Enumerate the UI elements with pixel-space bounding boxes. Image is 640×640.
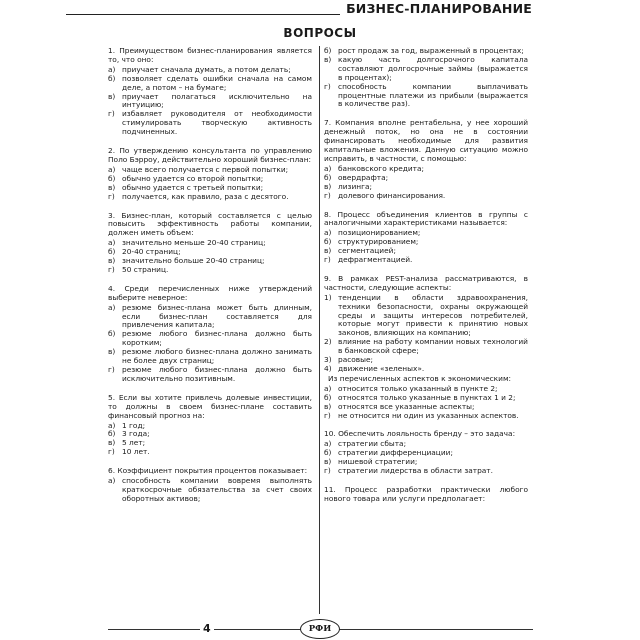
question-text: 3. Бизнес-план, который составляется с целью повысить эффективность работы компании, должен иметь объем: — [108, 210, 312, 238]
question-text: 8. Процесс объединения клиентов в группы с аналогичными характеристиками называется: — [324, 209, 528, 228]
option-text: относятся только указанные в пунктах 1 и 2; — [338, 392, 516, 402]
question-block — [324, 47, 528, 109]
option-marker: г) — [108, 264, 115, 274]
question-text: 11. Процесс разработки практически любого нового товара или услуги предполагает: — [324, 484, 528, 503]
option-marker: г) — [324, 255, 331, 265]
option-text: избавляет руководителя от необходимости стимулировать творческую активность подчиненных. — [122, 109, 312, 137]
option-marker: а) — [108, 302, 116, 312]
answer-option — [324, 412, 528, 421]
option-text: структурированием; — [338, 237, 419, 247]
option-text: резюме любого бизнес-плана должно занимать не более двух страниц; — [122, 347, 312, 366]
option-marker: в) — [108, 438, 116, 448]
option-text: сегментацией; — [338, 246, 396, 256]
option-text: приучает сначала думать, а потом делать; — [122, 64, 291, 74]
option-marker: г) — [108, 191, 115, 201]
question-block — [108, 285, 312, 384]
option-text: стратегии лидерства в области затрат. — [338, 466, 493, 476]
option-marker: б) — [324, 237, 332, 247]
option-marker: 3) — [324, 355, 332, 365]
option-marker: в) — [324, 457, 332, 467]
option-text: 10 лет. — [122, 447, 150, 457]
question-block — [324, 430, 528, 476]
question-text: 2. По утверждению консультанта по управлению Поло Бэрроу, действительно хороший бизнес-план: — [108, 146, 312, 164]
option-text: 3 года; — [122, 429, 150, 439]
question-text: 1. Преимуществом бизнес-планирования является то, что оно: — [108, 46, 312, 64]
answer-option — [324, 192, 528, 201]
option-marker: а) — [324, 439, 332, 449]
option-text: способность компании выплачивать процентные платежи из прибыли (выражается в количестве раз). — [338, 81, 528, 109]
option-text: тенденции в области здравоохранения, техники безопасности, охраны окружающей среды и защиты интересов потребителей, которые могут привести к принятию новых законов, влияющих на компанию; — [338, 292, 528, 338]
option-text: обычно удается с третьей попытки; — [122, 182, 264, 192]
option-text: 5 лет; — [122, 438, 146, 448]
column-divider — [319, 46, 320, 614]
option-marker: б) — [324, 46, 332, 55]
option-marker: в) — [324, 246, 332, 256]
question-text: 7. Компания вполне рентабельна, у нее хороший денежный поток, но она не в состоянии финансировать необходимые для развития капитальные вложения. Данную ситуацию можно исправить, в частности, с помощью: — [324, 118, 528, 163]
option-marker: а) — [108, 64, 116, 74]
answer-option — [108, 93, 312, 111]
option-text: банковского кредита; — [338, 163, 425, 173]
question-block — [108, 147, 312, 201]
option-marker: а) — [324, 163, 332, 173]
option-text: получается, как правило, раза с десятого. — [122, 191, 289, 201]
answer-option — [108, 266, 312, 275]
question-text: 5. Если вы хотите привлечь долевые инвестиции, то должны в своем бизнес-плане составить финансовый прогноз на: — [108, 392, 312, 420]
option-text: дефрагментацией. — [338, 255, 413, 265]
option-marker: г) — [108, 365, 115, 374]
option-marker: в) — [324, 54, 332, 64]
option-marker: а) — [108, 420, 116, 430]
question-text: 4. Среди перечисленных ниже утверждений выберите неверное: — [108, 283, 312, 302]
option-text: относится только указанный в пункте 2; — [338, 383, 498, 393]
question-text: 10. Обеспечить лояльность бренду – это задача: — [324, 429, 516, 439]
option-text: относятся все указанные аспекты; — [338, 401, 475, 411]
answer-option — [324, 467, 528, 476]
answer-option — [324, 256, 528, 265]
answer-option — [324, 338, 528, 356]
answer-option — [108, 75, 312, 93]
option-marker: в) — [324, 401, 332, 411]
option-marker: б) — [108, 73, 116, 83]
option-text: влияние на работу компании новых технологий в банковской сфере; — [338, 337, 528, 356]
option-marker: г) — [108, 447, 115, 457]
option-marker: 1) — [324, 292, 332, 302]
option-text: 50 страниц. — [122, 264, 169, 274]
option-marker: в) — [324, 181, 332, 191]
option-marker: 2) — [324, 337, 332, 347]
option-marker: г) — [108, 109, 115, 119]
running-header: БИЗНЕС-ПЛАНИРОВАНИЕ — [340, 1, 532, 16]
option-text: способность компании вовремя выполнять краткосрочные обязательства за счет своих оборотных активов; — [122, 476, 312, 503]
answer-option — [108, 193, 312, 202]
option-text: расовые; — [338, 355, 374, 365]
option-text: резюме любого бизнес-плана должно быть коротким; — [122, 329, 312, 348]
question-block — [108, 467, 312, 504]
publisher-logo: РФИ — [300, 619, 340, 639]
option-marker: б) — [108, 173, 116, 183]
option-marker: г) — [324, 81, 331, 91]
question-block — [324, 119, 528, 200]
option-marker: в) — [108, 91, 116, 101]
option-marker: б) — [324, 392, 332, 402]
option-marker: г) — [324, 190, 331, 200]
section-title: ВОПРОСЫ — [283, 26, 357, 40]
option-marker: в) — [108, 182, 116, 192]
right-column — [324, 47, 528, 514]
option-text: стратегии сбыта; — [338, 439, 407, 449]
question-block — [108, 47, 312, 137]
answer-option — [108, 348, 312, 366]
option-marker: а) — [108, 476, 116, 486]
option-text: позволяет сделать ошибки сначала на самом деле, а потом – на бумаге; — [122, 73, 312, 92]
answer-option — [108, 366, 312, 384]
question-block — [324, 275, 528, 421]
option-text: резюме любого бизнес-плана должно быть исключительно позитивным. — [122, 365, 312, 383]
option-marker: а) — [324, 383, 332, 393]
option-text: значительно больше 20-40 страниц; — [122, 256, 265, 266]
option-text: движение «зеленых». — [338, 364, 425, 373]
question-block — [324, 486, 528, 504]
option-marker: г) — [324, 466, 331, 476]
answer-option — [324, 56, 528, 83]
answer-option — [108, 477, 312, 504]
option-marker: б) — [324, 448, 332, 458]
option-text: какую часть долгосрочного капитала составляют долгосрочные займы (выражается в процентах); — [338, 54, 528, 82]
answer-option — [108, 330, 312, 348]
option-text: значительно меньше 20-40 страниц; — [122, 238, 266, 248]
option-text: приучает полагаться исключительно на интуицию; — [122, 91, 312, 110]
answer-option — [108, 448, 312, 457]
option-marker: 4) — [324, 364, 332, 373]
option-marker: б) — [108, 247, 116, 257]
option-marker: а) — [108, 164, 116, 174]
option-text: 1 год; — [122, 420, 146, 430]
option-text: лизинга; — [338, 181, 372, 191]
option-text: 20-40 страниц; — [122, 247, 181, 257]
page-number: 4 — [200, 622, 214, 635]
question-block — [324, 211, 528, 265]
option-marker: в) — [108, 347, 116, 357]
question-block — [108, 394, 312, 457]
answer-option — [108, 110, 312, 137]
question-block — [108, 212, 312, 275]
option-marker: б) — [324, 172, 332, 182]
option-text: не относится ни один из указанных аспектов. — [338, 410, 519, 420]
answer-option — [324, 294, 528, 339]
left-column — [108, 47, 312, 514]
question-subtext: Из перечисленных аспектов к экономическим: — [328, 373, 512, 383]
answer-option — [324, 83, 528, 110]
answer-option — [324, 365, 528, 374]
option-marker: б) — [108, 329, 116, 339]
answer-option — [108, 304, 312, 331]
option-marker: б) — [108, 429, 116, 439]
option-text: нишевой стратегии; — [338, 457, 418, 467]
option-text: долевого финансирования. — [338, 190, 446, 200]
option-marker: г) — [324, 410, 331, 420]
option-text: чаще всего получается с первой попытки; — [122, 164, 289, 174]
question-text: 6. Коэффициент покрытия процентов показывает: — [108, 466, 308, 476]
option-text: резюме бизнес-плана может быть длинным, если бизнес-план составляется для привлечения капитала; — [122, 302, 312, 330]
option-marker: в) — [108, 256, 116, 266]
option-marker: а) — [324, 228, 332, 238]
question-text: 9. В рамках PEST-анализа рассматриваются, в частности, следующие аспекты: — [324, 273, 528, 292]
option-text: позиционированием; — [338, 228, 421, 238]
option-text: стратегии дифференциации; — [338, 448, 453, 458]
option-text: рост продаж за год, выраженный в процентах; — [338, 46, 524, 55]
option-text: обычно удается со второй попытки; — [122, 173, 264, 183]
option-text: овердрафта; — [338, 172, 389, 182]
option-marker: а) — [108, 238, 116, 248]
